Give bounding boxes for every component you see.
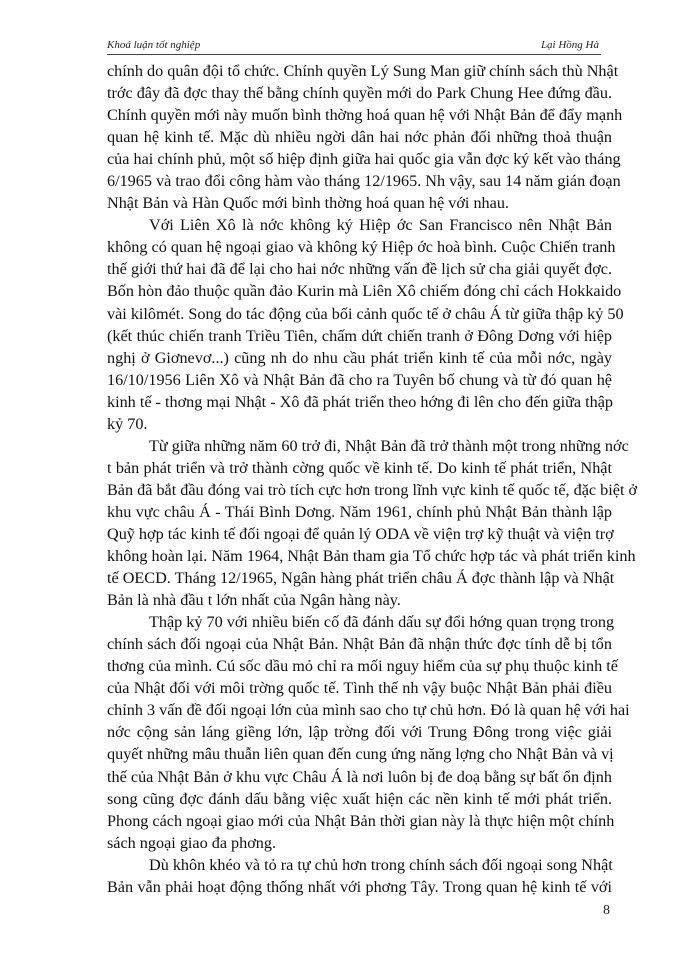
text-line: (kết thúc chiến tranh Triều Tiên, chấm dứt chiến tranh ở Đông Dơng với hiệp: [107, 326, 612, 345]
text-line: quyết những mâu thuẫn liên quan đến cung ứng năng lợng cho Nhật Bản và vị: [107, 745, 614, 764]
text-line: Chính quyền mới này muốn bình thờng hoá quan hệ với Nhật Bản để đẩy mạnh: [107, 106, 623, 125]
text-line: sách ngoại giao đa phơng.: [107, 833, 277, 852]
text-line: vài kilômét. Song do tác động của bối cảnh quốc tế ở châu Á từ giữa thập kỷ 50: [107, 304, 624, 323]
text-line: Thập kỷ 70 với nhiều biến cố đã đánh dấu sự đổi hớng quan trọng trong: [149, 613, 615, 632]
text-line: Từ giữa những năm 60 trở đi, Nhật Bản đã trở thành một trong những nớc: [149, 436, 629, 455]
text-line: t bản phát triển và trở thành cờng quốc về kinh tế. Do kinh tế phát triển, Nhật: [107, 458, 612, 477]
text-line: 6/1965 và trao đổi công hàm vào tháng 12/1965. Nh vậy, sau 14 năm gián đoạn: [107, 172, 621, 191]
paragraph-4: [107, 611, 630, 854]
text-line: nghị ở Giơnevơ...) cũng nh do nhu cầu phát triển kinh tế của mỗi nớc, ngày: [107, 348, 612, 367]
text-line: quan hệ kinh tế. Mặc dù nhiều ngời dân hai nớc phản đối những thoả thuận: [107, 128, 612, 147]
text-line: Quỹ hợp tác kinh tế đối ngoại để quản lý ODA về viện trợ kỹ thuật và viện trợ: [107, 524, 614, 543]
page-header: [107, 38, 601, 55]
text-line: Bản vẫn phải hoạt động thống nhất với phơng Tây. Trong quan hệ kinh tế với: [107, 877, 612, 896]
paragraph-2: [107, 214, 624, 434]
text-line: nớc cộng sản láng giềng lớn, lập trờng đối với Trung Đông trong việc giải: [107, 723, 612, 742]
header-author-name: Lại Hồng Hà: [540, 39, 599, 51]
body-text: [107, 60, 638, 898]
text-line: của hai chính phủ, một số hiệp định giữa hai quốc gia vẫn đợc ký kết vào tháng: [107, 150, 621, 169]
text-line: không có quan hệ ngoại giao và không ký Hiệp ớc hoà bình. Cuộc Chiến tranh: [107, 238, 616, 257]
header-thesis-title: Khoá luận tốt nghiệp: [107, 39, 201, 51]
text-line: Với Liên Xô là nớc không ký Hiệp ớc San Francisco nên Nhật Bản: [149, 216, 612, 235]
text-line: của Nhật đối với môi trờng quốc tế. Tình thế nh vậy buộc Nhật Bản phải điều: [107, 679, 612, 698]
text-line: Bản là nhà đầu t lớn nhất của Ngân hàng này.: [107, 591, 401, 610]
text-line: chính sách đối ngoại của Nhật Bản. Nhật Bản đã nhận thức đợc tính dễ bị tổn: [107, 635, 612, 654]
text-line: Bốn hòn đảo thuộc quần đảo Kurin mà Liên Xô chiếm đóng chỉ cách Hokkaido: [107, 282, 622, 301]
text-line: tế OECD. Tháng 12/1965, Ngân hàng phát triển châu Á đợc thành lập và Nhật: [107, 569, 615, 588]
text-line: thế giới thứ hai đã để lại cho hai nớc những vấn đề lịch sử cha giải quyết đợc.: [107, 260, 612, 279]
paragraph-1: [107, 60, 623, 214]
text-line: chỉnh 3 vấn đề đối ngoại lớn của mình sao cho tự chủ hơn. Đó là quan hệ với hai: [107, 701, 630, 720]
text-line: kinh tế - thơng mại Nhật - Xô đã phát triển theo hớng đi lên cho đến giữa thập: [107, 392, 614, 411]
text-line: trớc đây đã đợc thay thế bằng chính quyền mới do Park Chung Hee đứng đầu.: [107, 84, 612, 103]
text-line: không hoàn lại. Năm 1964, Nhật Bản tham gia Tổ chức hợp tác và phát triển kinh: [107, 547, 636, 566]
page-number: 8: [603, 903, 610, 918]
text-line: thơng của mình. Cú sốc dầu mỏ chỉ ra mối nguy hiểm của sự phụ thuộc kinh tế: [107, 657, 618, 676]
text-line: 16/10/1956 Liên Xô và Nhật Bản đã cho ra Tuyên bố chung và từ đó quan hệ: [107, 370, 612, 389]
text-line: song cũng đợc đánh dấu bằng việc xuất hiện các nền kinh tế mới phát triển.: [107, 789, 612, 808]
text-line: chính do quân đội tổ chức. Chính quyền Lý Sung Man giữ chính sách thù Nhật: [107, 62, 619, 80]
text-line: thế của Nhật Bản ở khu vực Châu Á là nơi luôn bị đe doạ bằng sự bất ổn định: [107, 767, 612, 786]
text-line: Dù khôn khéo và tỏ ra tự chủ hơn trong chính sách đối ngoại song Nhật: [149, 855, 613, 874]
text-line: khu vực châu Á - Thái Bình Dơng. Năm 1961, chính phủ Nhật Bản thành lập: [107, 502, 612, 521]
paragraph-5: [107, 854, 612, 898]
text-line: Bản đã bắt đầu đóng vai trò tích cực hơn trong lĩnh vực kinh tế quốc tế, đặc biệt ở: [107, 480, 638, 499]
paragraph-3: [107, 435, 638, 611]
text-line: Nhật Bản và Hàn Quốc mới bình thờng hoá quan hệ với nhau.: [107, 194, 509, 213]
text-line: kỷ 70.: [107, 414, 148, 433]
text-line: Phong cách ngoại giao mới của Nhật Bản thời gian này là thực hiện một chính: [107, 811, 615, 830]
